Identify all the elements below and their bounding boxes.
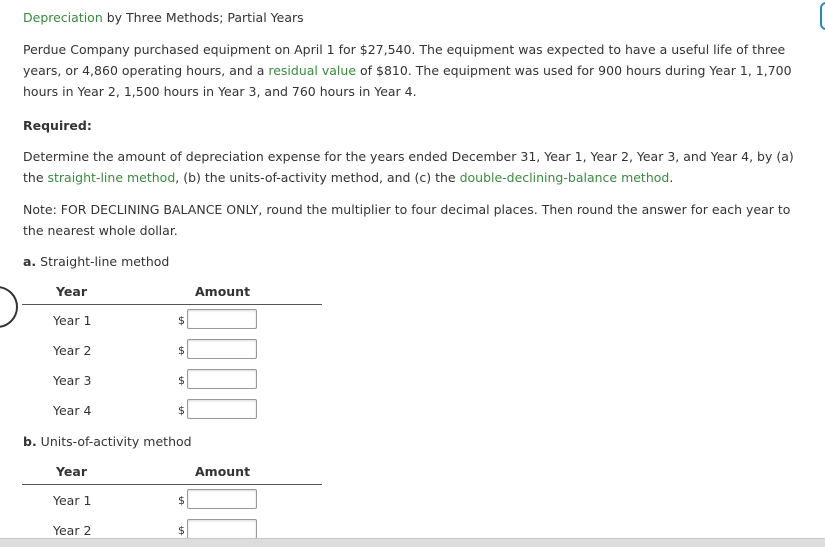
rounding-note: Note: FOR DECLINING BALANCE ONLY, round the multiplier to four decimal places. Then round the answer for each year to the nearest whole dollar. bbox=[23, 202, 791, 238]
units-activity-year-1-input[interactable] bbox=[187, 489, 257, 509]
units-activity-year-2-input[interactable] bbox=[187, 519, 257, 539]
section-b-text: Units-of-activity method bbox=[36, 434, 192, 449]
row-year-label: Year 1 bbox=[53, 493, 92, 508]
instructions-text-1: Determine the amount of depreciation expense for the years ended December 31, Year 1, Year 2, Year 3, and Year 4, by (a) the bbox=[23, 149, 794, 185]
table-a-row-2 bbox=[22, 339, 322, 363]
section-a-label bbox=[23, 254, 169, 270]
section-b-prefix: b. bbox=[23, 434, 37, 449]
progress-circle bbox=[0, 286, 18, 328]
row-year-label: Year 4 bbox=[53, 403, 92, 418]
table-a-header bbox=[22, 284, 322, 305]
currency-symbol: $ bbox=[178, 344, 185, 357]
table-a-row-1 bbox=[22, 309, 322, 333]
problem-title bbox=[23, 10, 304, 26]
straight-line-year-2-input[interactable] bbox=[187, 339, 257, 359]
residual-value-link[interactable]: residual value bbox=[268, 63, 357, 78]
table-b-col-amount: Amount bbox=[195, 464, 251, 479]
instructions bbox=[23, 146, 813, 188]
depreciation-link[interactable]: Depreciation bbox=[23, 10, 103, 25]
side-panel-tab[interactable] bbox=[820, 2, 825, 30]
table-a-col-amount: Amount bbox=[195, 284, 251, 299]
instructions-text-3: . bbox=[669, 170, 674, 185]
table-b-header bbox=[22, 464, 322, 485]
table-a-col-year: Year bbox=[56, 284, 87, 299]
row-year-label: Year 2 bbox=[53, 343, 92, 358]
instructions-text-2: , (b) the units-of-activity method, and (c) the bbox=[175, 170, 460, 185]
currency-symbol: $ bbox=[178, 524, 185, 537]
straight-line-year-3-input[interactable] bbox=[187, 369, 257, 389]
currency-symbol: $ bbox=[178, 314, 185, 327]
currency-symbol: $ bbox=[178, 494, 185, 507]
table-b-col-year: Year bbox=[56, 464, 87, 479]
table-b-row-1 bbox=[22, 489, 322, 513]
title-rest: by Three Methods; Partial Years bbox=[102, 10, 304, 25]
intro-text-1: Perdue Company purchased equipment on April 1 for $27,540. The equipment was expected to have a useful life of three years, or 4,860 operating hours, and a bbox=[23, 42, 786, 78]
currency-symbol: $ bbox=[178, 404, 185, 417]
section-a-text: Straight-line method bbox=[36, 254, 170, 269]
straight-line-year-1-input[interactable] bbox=[187, 309, 257, 329]
intro-text-2: of $810. The equipment was used for 900 hours during Year 1, 1,700 hours in Year 2, 1,500 hours in Year 3, and 760 hours in Year 4. bbox=[23, 63, 792, 99]
problem-intro bbox=[23, 39, 823, 102]
straight-line-link[interactable]: straight-line method bbox=[47, 170, 176, 185]
row-year-label: Year 1 bbox=[53, 313, 92, 328]
table-a-row-3 bbox=[22, 369, 322, 393]
section-b-label bbox=[23, 434, 192, 450]
table-a-row-4 bbox=[22, 399, 322, 423]
row-year-label: Year 2 bbox=[53, 523, 92, 538]
row-year-label: Year 3 bbox=[53, 373, 92, 388]
currency-symbol: $ bbox=[178, 374, 185, 387]
horizontal-scrollbar[interactable] bbox=[0, 538, 825, 547]
section-a-prefix: a. bbox=[23, 254, 37, 269]
double-declining-link[interactable]: double-declining-balance method bbox=[459, 170, 670, 185]
straight-line-year-4-input[interactable] bbox=[187, 399, 257, 419]
required-heading: Required: bbox=[23, 118, 92, 133]
